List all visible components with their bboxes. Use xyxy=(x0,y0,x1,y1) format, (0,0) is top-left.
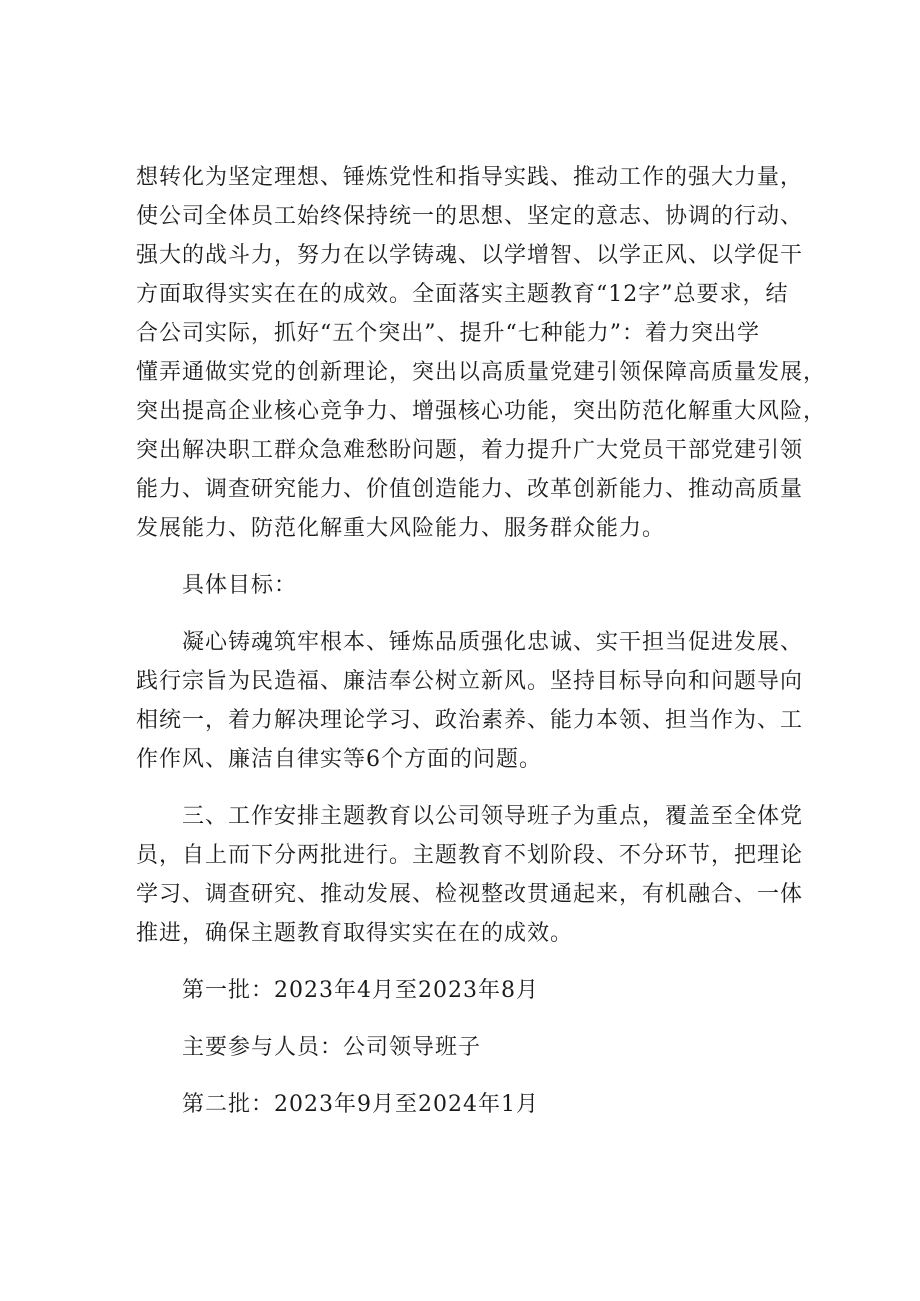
paragraph-specific-goals xyxy=(136,623,812,779)
text-line: 相统一，着力解决理论学习、政治素养、能力本领、担当作为、工 xyxy=(136,708,804,733)
text-line: 想转化为坚定理想、锤炼党性和指导实践、推动工作的强大力量， xyxy=(136,165,804,190)
paragraph-first-batch xyxy=(136,971,812,1010)
text-line: 第二批：2023年9月至2024年1月 xyxy=(182,1092,539,1117)
text-line: 具体目标： xyxy=(182,573,298,598)
text-line: 第一批：2023年4月至2023年8月 xyxy=(182,978,539,1003)
document-body xyxy=(136,158,827,1142)
text-line: 推进，确保主题教育取得实实在在的成效。 xyxy=(136,921,574,946)
text-line: 三、工作安排主题教育以公司领导班子为重点，覆盖至全体党 xyxy=(182,804,804,829)
text-line: 员，自上而下分两批进行。主题教育不划阶段、不分环节，把理论 xyxy=(136,843,804,868)
text-line: 合公司实际，抓好“五个突出”、提升“七种能力”：着力突出学 xyxy=(136,321,760,346)
paragraph-main-participants xyxy=(136,1028,812,1067)
text-line: 能力、调查研究能力、价值创造能力、改革创新能力、推动高质量 xyxy=(136,477,804,502)
paragraph-second-batch xyxy=(136,1085,812,1124)
text-line: 强大的战斗力，努力在以学铸魂、以学增智、以学正风、以学促干 xyxy=(136,243,804,268)
text-line: 突出解决职工群众急难愁盼问题，着力提升广大党员干部党建引领 xyxy=(136,438,804,463)
paragraph-specific-goals-heading xyxy=(136,566,812,605)
text-line: 方面取得实实在在的成效。全面落实主题教育“12字”总要求，结 xyxy=(136,282,789,307)
paragraph-work-arrangement xyxy=(136,797,812,953)
text-line: 学习、调查研究、推动发展、检视整改贯通起来，有机融合、一体 xyxy=(136,882,804,907)
text-line: 突出提高企业核心竞争力、增强核心功能，突出防范化解重大风险， xyxy=(136,399,827,424)
text-line: 懂弄通做实党的创新理论，突出以高质量党建引领保障高质量发展， xyxy=(136,360,827,385)
text-line: 凝心铸魂筑牢根本、锤炼品质强化忠诚、实干担当促进发展、 xyxy=(182,630,804,655)
text-line: 使公司全体员工始终保持统一的思想、坚定的意志、协调的行动、 xyxy=(136,204,804,229)
text-line: 发展能力、防范化解重大风险能力、服务群众能力。 xyxy=(136,516,666,541)
paragraph-intro-continued xyxy=(136,158,827,548)
text-line: 作作风、廉洁自律实等6个方面的问题。 xyxy=(136,747,542,772)
text-line: 践行宗旨为民造福、廉洁奉公树立新风。坚持目标导向和问题导向 xyxy=(136,669,804,694)
text-line: 主要参与人员：公司领导班子 xyxy=(182,1035,482,1060)
